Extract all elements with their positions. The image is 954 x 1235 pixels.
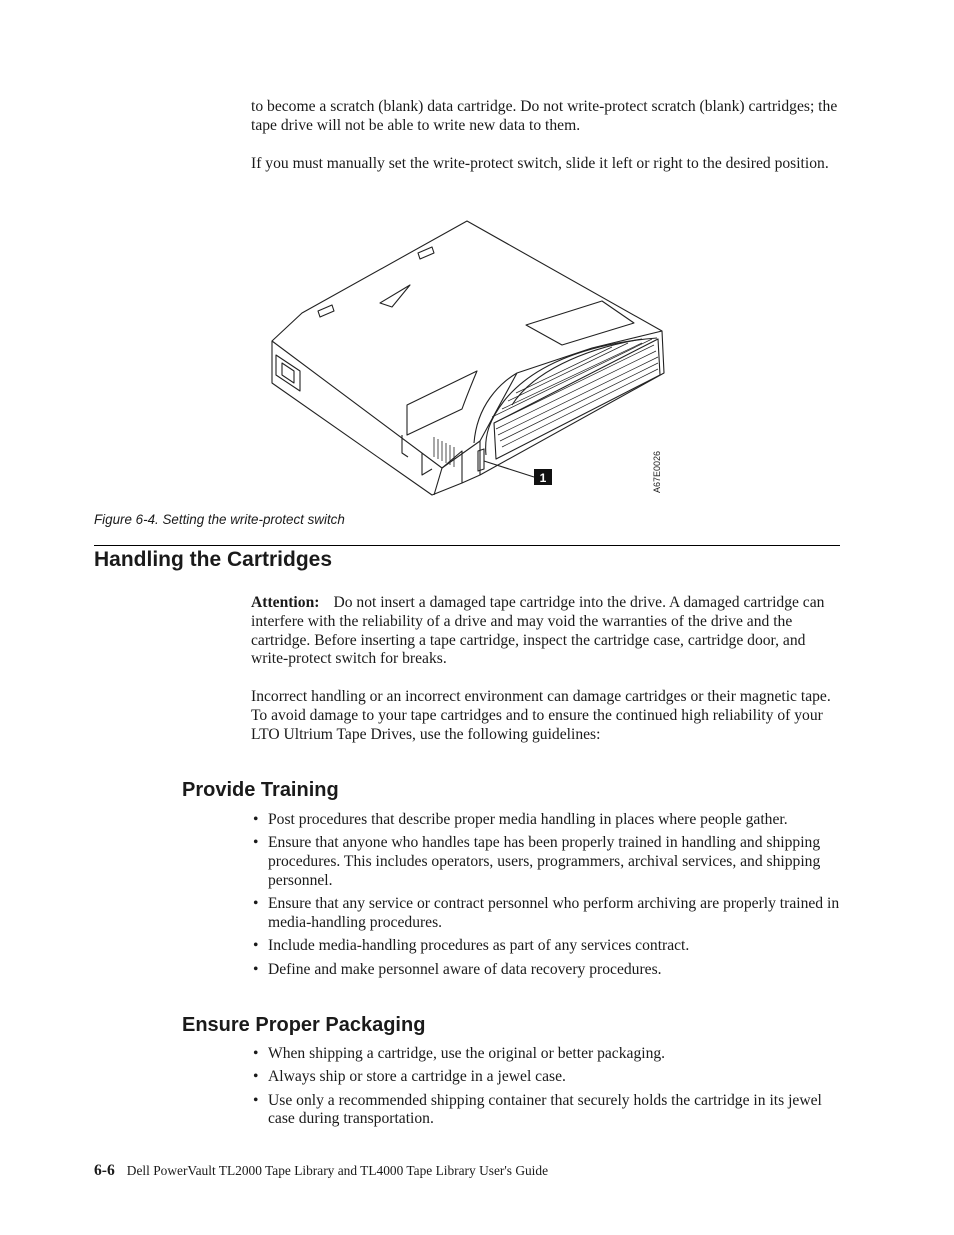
packaging-list	[251, 1045, 841, 1134]
intro-paragraph-1: to become a scratch (blank) data cartridge. Do not write-protect scratch (blank) cartridges; the tape drive will not be able to write new data to them.	[251, 98, 838, 134]
attention-text: Do not insert a damaged tape cartridge into the drive. A damaged cartridge can interfere with the reliability of a drive and may void the warranties of the drive and the cartridge. Before inserting a tape cartridge, inspect the cartridge case, cartridge door, and write-protect switch for breaks.	[251, 594, 825, 668]
page-footer	[94, 1162, 548, 1181]
list-item: • Ensure that anyone who handles tape has been properly trained in handling and shipping procedures. This includes operators, users, programmers, archival services, and shipping personnel.	[253, 834, 821, 889]
figure-code: A67E0026	[652, 450, 662, 493]
training-list	[251, 811, 841, 984]
section-rule	[94, 545, 840, 546]
page-number: 6-6	[94, 1162, 115, 1179]
attention-note	[251, 594, 841, 669]
list-item: • When shipping a cartridge, use the original or better packaging.	[253, 1045, 666, 1062]
footer-title: Dell PowerVault TL2000 Tape Library and TL4000 Tape Library User's Guide	[126, 1163, 549, 1178]
list-item: • Define and make personnel aware of data recovery procedures.	[253, 960, 662, 978]
figure-tape-cartridge	[262, 213, 672, 503]
attention-label: Attention:	[251, 594, 320, 611]
subheading-training: Provide Training	[182, 779, 339, 801]
list-item: • Use only a recommended shipping container that securely holds the cartridge in its jewel case during transportation.	[253, 1091, 822, 1128]
figure-caption: Figure 6-4. Setting the write-protect switch	[94, 512, 345, 527]
list-item: • Include media-handling procedures as part of any services contract.	[253, 937, 690, 955]
handling-paragraph: Incorrect handling or an incorrect environment can damage cartridges or their magnetic tape. To avoid damage to your tape cartridges and to ensure the continued high reliability of your LTO Ultrium Tape Drives, use the following guidelines:	[251, 688, 831, 743]
list-item: • Ensure that any service or contract personnel who perform archiving are properly trained in media-handling procedures.	[253, 895, 840, 931]
callout-number: 1	[539, 471, 547, 485]
intro-paragraph-2: If you must manually set the write-protect switch, slide it left or right to the desired position.	[251, 155, 829, 172]
list-item: • Always ship or store a cartridge in a jewel case.	[253, 1068, 566, 1086]
section-heading: Handling the Cartridges	[94, 548, 333, 571]
tape-cartridge-illustration	[262, 213, 672, 503]
subheading-packaging: Ensure Proper Packaging	[182, 1014, 426, 1036]
list-item: • Post procedures that describe proper media handling in places where people gather.	[253, 811, 788, 828]
